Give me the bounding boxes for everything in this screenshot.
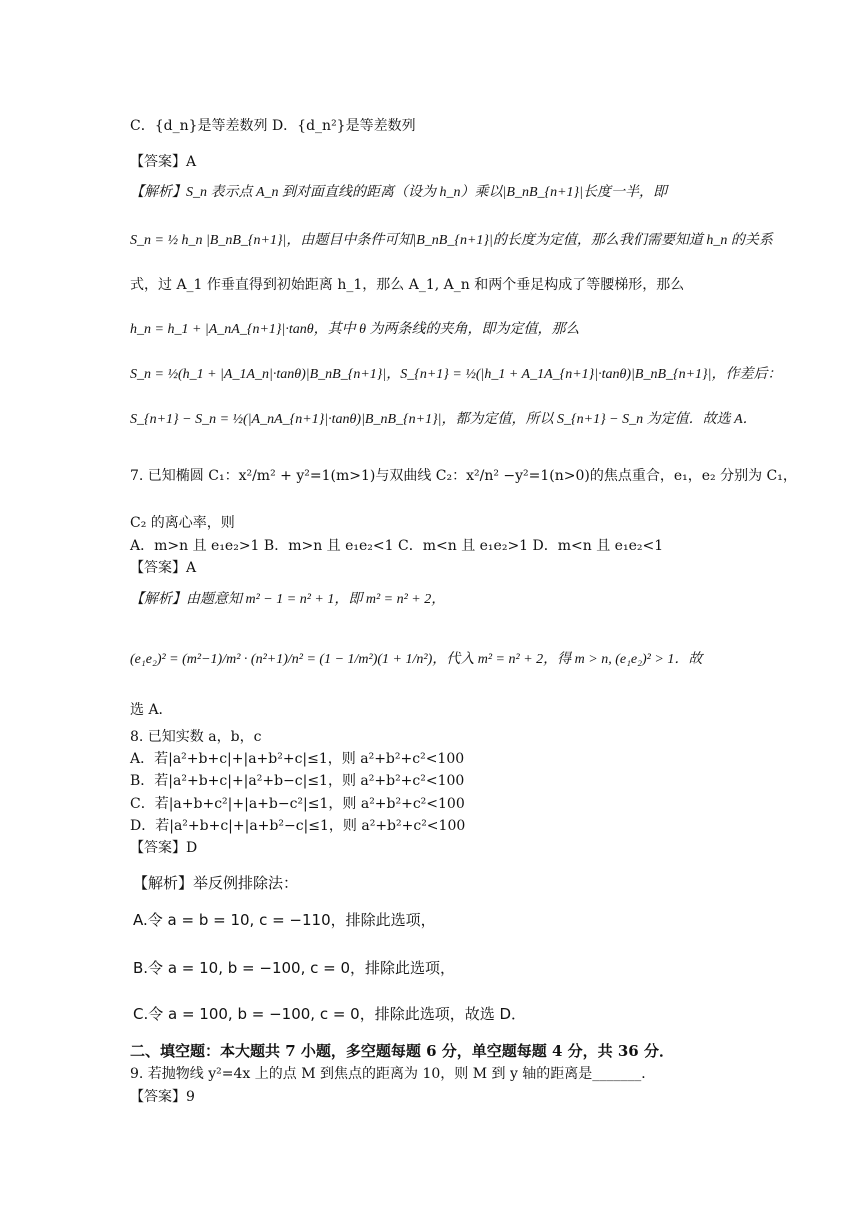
question-8-option-c: C．若|a+b+c²|+|a+b−c²|≤1，则 a²+b²+c²<100 xyxy=(130,796,465,812)
question-8: 8. 已知实数 a，b，c xyxy=(130,729,262,745)
analysis-line: 【解析】由题意知 m² − 1 = n² + 1，即 m² = n² + 2， xyxy=(130,592,446,607)
analysis-line: 式，过 A_1 作垂直得到初始距离 h_1，那么 A_1, A_n 和两个垂足构成了等腰梯形，那么 xyxy=(130,277,685,293)
analysis-line: 【解析】S_n 表示点 A_n 到对面直线的距离（设为 h_n）乘以|B_nB_{n+1}|长度一半，即 xyxy=(130,185,667,200)
counterexample-b: B.令 a = 10, b = −100, c = 0，排除此选项， xyxy=(133,959,456,977)
question-9: 9. 若抛物线 y²=4x 上的点 M 到焦点的距离为 10，则 M 到 y 轴的距离是_______． xyxy=(130,1066,656,1082)
answer-label: 【答案】D xyxy=(130,840,198,856)
answer-label: 【答案】A xyxy=(130,560,197,576)
question-8-option-a: A．若|a²+b+c|+|a+b²+c|≤1，则 a²+b²+c²<100 xyxy=(130,751,465,767)
counterexample-c: C.令 a = 100, b = −100, c = 0，排除此选项，故选 D． xyxy=(133,1005,527,1023)
counterexample-a: A.令 a = b = 10, c = −110，排除此选项， xyxy=(133,911,436,929)
question-7: 7. 已知椭圆 C₁：x²/m² + y²=1(m>1)与双曲线 C₂：x²/n² −y²=1(n>0)的焦点重合，e₁，e₂ 分别为 C₁， xyxy=(130,468,797,484)
section-heading: 二、填空题：本大题共 7 小题，多空题每题 6 分，单空题每题 4 分，共 36 分． xyxy=(130,1042,674,1060)
formula-line: S_{n+1} − S_n = ½(|A_nA_{n+1}|·tanθ)|B_nB_{n+1}|，都为定值，所以 S_{n+1} − S_n 为定值．故选 A． xyxy=(130,412,757,427)
analysis-line: S_n = ½ h_n |B_nB_{n+1}|，由题目中条件可知|B_nB_{n+1}|的长度为定值，那么我们需要知道 h_n 的关系 xyxy=(130,233,773,248)
option-cd-line: C．{d_n}是等差数列 D．{d_n²}是等差数列 xyxy=(130,118,416,134)
analysis-line: h_n = h_1 + |A_nA_{n+1}|·tanθ，其中 θ 为两条线的夹角，即为定值，那么 xyxy=(130,322,580,337)
question-7-options: A．m>n 且 e₁e₂>1 B．m>n 且 e₁e₂<1 C．m<n 且 e₁e₂>1 D．m<n 且 e₁e₂<1 xyxy=(130,538,664,554)
answer-label: 【答案】A xyxy=(130,154,197,170)
question-8-option-b: B．若|a²+b+c|+|a²+b−c|≤1，则 a²+b²+c²<100 xyxy=(130,773,465,789)
question-7-cont: C₂ 的离心率，则 xyxy=(130,515,235,531)
formula-line: (e₁e₂)² = (m²−1)/m² · (n²+1)/n² = (1 − 1/m²)(1 + 1/n²)，代入 m² = n² + 2，得 m > n, (e₁e₂)² > 1．故 xyxy=(130,652,703,667)
analysis-line: 选 A． xyxy=(130,702,173,718)
analysis-label: 【解析】举反例排除法： xyxy=(133,874,299,892)
question-8-option-d: D．若|a²+b+c|+|a+b²−c|≤1，则 a²+b²+c²<100 xyxy=(130,818,466,834)
formula-line: S_n = ½(h_1 + |A_1A_n|·tanθ)|B_nB_{n+1}|，S_{n+1} = ½(|h_1 + A_1A_{n+1}|·tanθ)|B_nB_{n+1}|，作差后： xyxy=(130,367,782,382)
answer-label: 【答案】9 xyxy=(130,1089,195,1105)
